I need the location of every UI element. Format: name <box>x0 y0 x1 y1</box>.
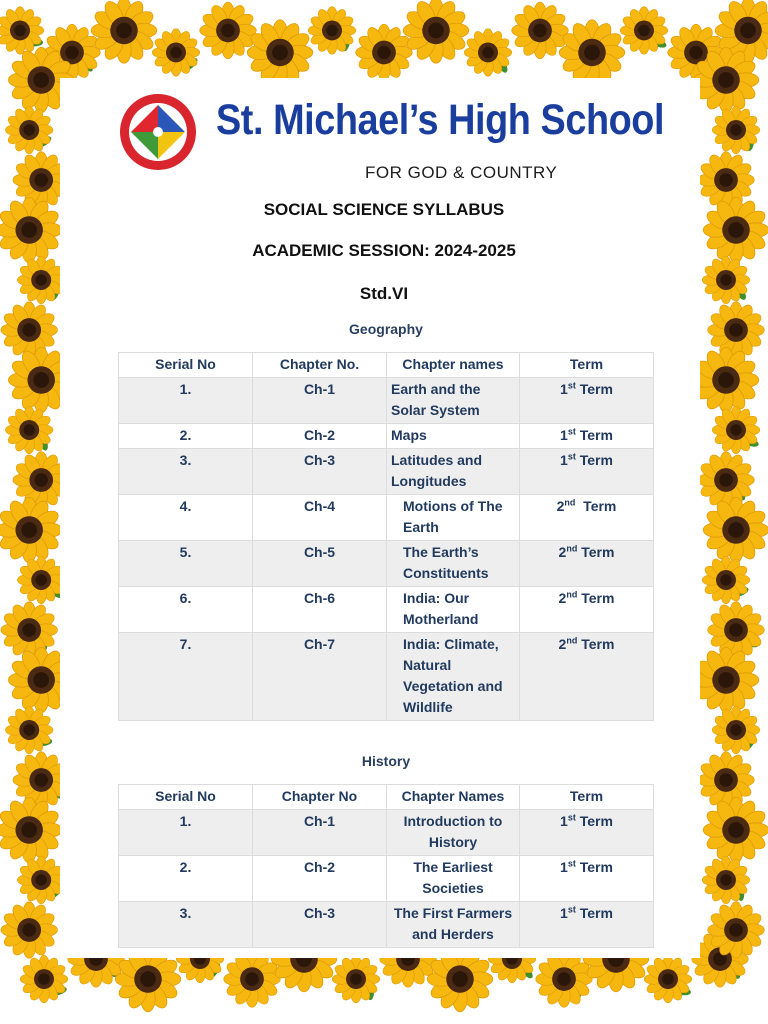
table-header-row <box>119 785 654 810</box>
term-word: Term <box>575 427 613 443</box>
term-cell <box>520 856 654 902</box>
serial-cell: 2. <box>119 424 253 449</box>
chapter-name-cell <box>387 424 520 449</box>
header-chapter-names: Chapter Names <box>387 785 520 810</box>
standard-title: Std.VI <box>359 284 409 303</box>
header-term: Term <box>520 785 654 810</box>
chapter-name-cell <box>387 449 520 495</box>
sunflower-icon <box>1 602 58 659</box>
term-word: Term <box>575 813 613 829</box>
sunflower-icon <box>559 20 625 86</box>
sunflower-icon <box>17 856 65 904</box>
chapter-name-line: Motions of The <box>403 498 503 514</box>
sunflower-icon <box>703 497 768 563</box>
term-number: 1 <box>560 813 568 829</box>
chapter-no-cell: Ch-7 <box>253 633 387 721</box>
term-ordinal-suffix: nd <box>566 543 578 554</box>
sunflower-icon <box>20 955 68 1003</box>
term-ordinal-suffix: st <box>567 426 576 437</box>
term-word: Term <box>575 381 613 397</box>
term-cell <box>520 902 654 948</box>
sunflower-icon <box>708 602 765 659</box>
chapter-name-line: History <box>428 834 478 850</box>
term-ordinal-suffix: st <box>567 380 576 391</box>
term-ordinal-suffix: st <box>567 858 576 869</box>
chapter-name-line: The Earliest <box>413 859 493 875</box>
term-ordinal-suffix: nd <box>566 589 578 600</box>
chapter-name-line: India: Our <box>403 590 470 606</box>
header-serial-no: Serial No <box>119 353 253 378</box>
chapter-name-line: Wildlife <box>403 699 453 715</box>
header-serial-no: Serial No <box>119 785 253 810</box>
serial-cell: 1. <box>119 810 253 856</box>
sunflower-icon <box>698 452 755 509</box>
term-word: Term <box>575 905 613 921</box>
term-number: 1 <box>560 381 568 397</box>
sunflower-icon <box>5 106 53 154</box>
chapter-no-cell: Ch-6 <box>253 587 387 633</box>
term-word: Term <box>575 498 617 514</box>
term-word: Term <box>575 859 613 875</box>
chapter-name-line: Motherland <box>403 611 479 627</box>
school-motto: FOR GOD & COUNTRY <box>365 163 558 182</box>
chapter-no-cell: Ch-3 <box>253 449 387 495</box>
term-number: 1 <box>560 905 568 921</box>
history-heading: History <box>361 753 411 769</box>
term-number: 2 <box>556 498 565 514</box>
term-cell <box>520 378 654 424</box>
serial-cell: 3. <box>119 449 253 495</box>
term-ordinal-suffix: nd <box>566 635 578 646</box>
header-chapter-no: Chapter No <box>253 785 387 810</box>
term-cell <box>520 587 654 633</box>
term-number: 2 <box>558 636 567 652</box>
sunflower-icon <box>712 706 760 754</box>
term-word: Term <box>577 544 615 560</box>
serial-cell: 3. <box>119 902 253 948</box>
term-ordinal-suffix: st <box>567 451 576 462</box>
geography-table <box>118 352 654 721</box>
term-number: 2 <box>558 590 567 606</box>
table-row <box>119 424 654 449</box>
chapter-no-cell: Ch-2 <box>253 856 387 902</box>
chapter-name-line: Latitudes and <box>391 452 483 468</box>
chapter-name-cell <box>387 587 520 633</box>
chapter-name-cell <box>387 378 520 424</box>
chapter-name-line: Introduction to <box>403 813 503 829</box>
table-row <box>119 633 654 721</box>
chapter-name-cell <box>387 633 520 721</box>
chapter-name-cell <box>387 810 520 856</box>
sunflower-icon <box>702 556 750 604</box>
sunflower-icon <box>91 0 157 63</box>
sunflower-icon <box>693 347 759 413</box>
chapter-no-cell: Ch-1 <box>253 810 387 856</box>
chapter-name-line: Natural <box>403 657 452 673</box>
chapter-name-line: Maps <box>391 427 427 443</box>
chapter-no-cell: Ch-4 <box>253 495 387 541</box>
table-row <box>119 902 654 948</box>
chapter-name-line: The First Farmers <box>393 905 513 921</box>
school-name: St. Michael’s High School <box>216 96 665 144</box>
chapter-name-line: Vegetation and <box>403 678 503 694</box>
school-crest-icon <box>118 92 198 172</box>
chapter-name-line: Longitudes <box>391 473 467 489</box>
sunflower-icon <box>1 902 58 959</box>
chapter-no-cell: Ch-1 <box>253 378 387 424</box>
syllabus-title: SOCIAL SCIENCE SYLLABUS <box>263 200 505 219</box>
term-cell <box>520 810 654 856</box>
term-cell <box>520 424 654 449</box>
term-cell <box>520 633 654 721</box>
table-row <box>119 495 654 541</box>
header-chapter-names: Chapter names <box>387 353 520 378</box>
serial-cell: 1. <box>119 378 253 424</box>
term-ordinal-suffix: st <box>567 812 576 823</box>
term-cell <box>520 495 654 541</box>
serial-cell: 4. <box>119 495 253 541</box>
sunflower-icon <box>403 0 469 63</box>
term-number: 1 <box>560 452 568 468</box>
sunflower-icon <box>703 797 768 863</box>
table-row <box>119 810 654 856</box>
sunflower-icon <box>247 20 313 86</box>
header-term: Term <box>520 353 654 378</box>
table-row <box>119 541 654 587</box>
sunflower-icon <box>644 955 692 1003</box>
session-title: ACADEMIC SESSION: 2024-2025 <box>252 241 516 260</box>
chapter-name-cell <box>387 541 520 587</box>
chapter-name-line: Earth <box>403 519 439 535</box>
term-word: Term <box>575 452 613 468</box>
chapter-name-line: Earth and the <box>391 381 481 397</box>
serial-cell: 7. <box>119 633 253 721</box>
sunflower-icon <box>0 7 44 55</box>
history-table <box>118 784 654 948</box>
chapter-name-cell <box>387 902 520 948</box>
table-row <box>119 378 654 424</box>
term-word: Term <box>577 590 615 606</box>
term-cell <box>520 541 654 587</box>
chapter-name-line: Societies <box>422 880 484 896</box>
chapter-name-cell <box>387 856 520 902</box>
chapter-name-line: and Herders <box>412 926 494 942</box>
term-number: 1 <box>560 427 568 443</box>
table-row <box>119 587 654 633</box>
chapter-name-line: India: Climate, <box>403 636 499 652</box>
sunflower-icon <box>0 497 62 563</box>
sunflower-icon <box>152 29 200 77</box>
chapter-name-cell <box>387 495 520 541</box>
chapter-no-cell: Ch-5 <box>253 541 387 587</box>
serial-cell: 5. <box>119 541 253 587</box>
table-header-row <box>119 353 654 378</box>
term-number: 1 <box>560 859 568 875</box>
table-row <box>119 856 654 902</box>
header-chapter-no: Chapter No. <box>253 353 387 378</box>
chapter-no-cell: Ch-2 <box>253 424 387 449</box>
chapter-name-line: Solar System <box>391 402 480 418</box>
serial-cell: 2. <box>119 856 253 902</box>
chapter-name-line: The Earth’s <box>403 544 479 560</box>
serial-cell: 6. <box>119 587 253 633</box>
table-row <box>119 449 654 495</box>
chapter-no-cell: Ch-3 <box>253 902 387 948</box>
term-ordinal-suffix: st <box>567 904 576 915</box>
chapter-name-line: Constituents <box>403 565 489 581</box>
sunflower-icon <box>5 706 53 754</box>
sunflower-icon <box>0 797 62 863</box>
term-word: Term <box>577 636 615 652</box>
sunflower-icon <box>693 647 759 713</box>
term-cell <box>520 449 654 495</box>
geography-heading: Geography <box>349 321 423 337</box>
term-ordinal-suffix: nd <box>564 497 576 508</box>
term-number: 2 <box>558 544 567 560</box>
